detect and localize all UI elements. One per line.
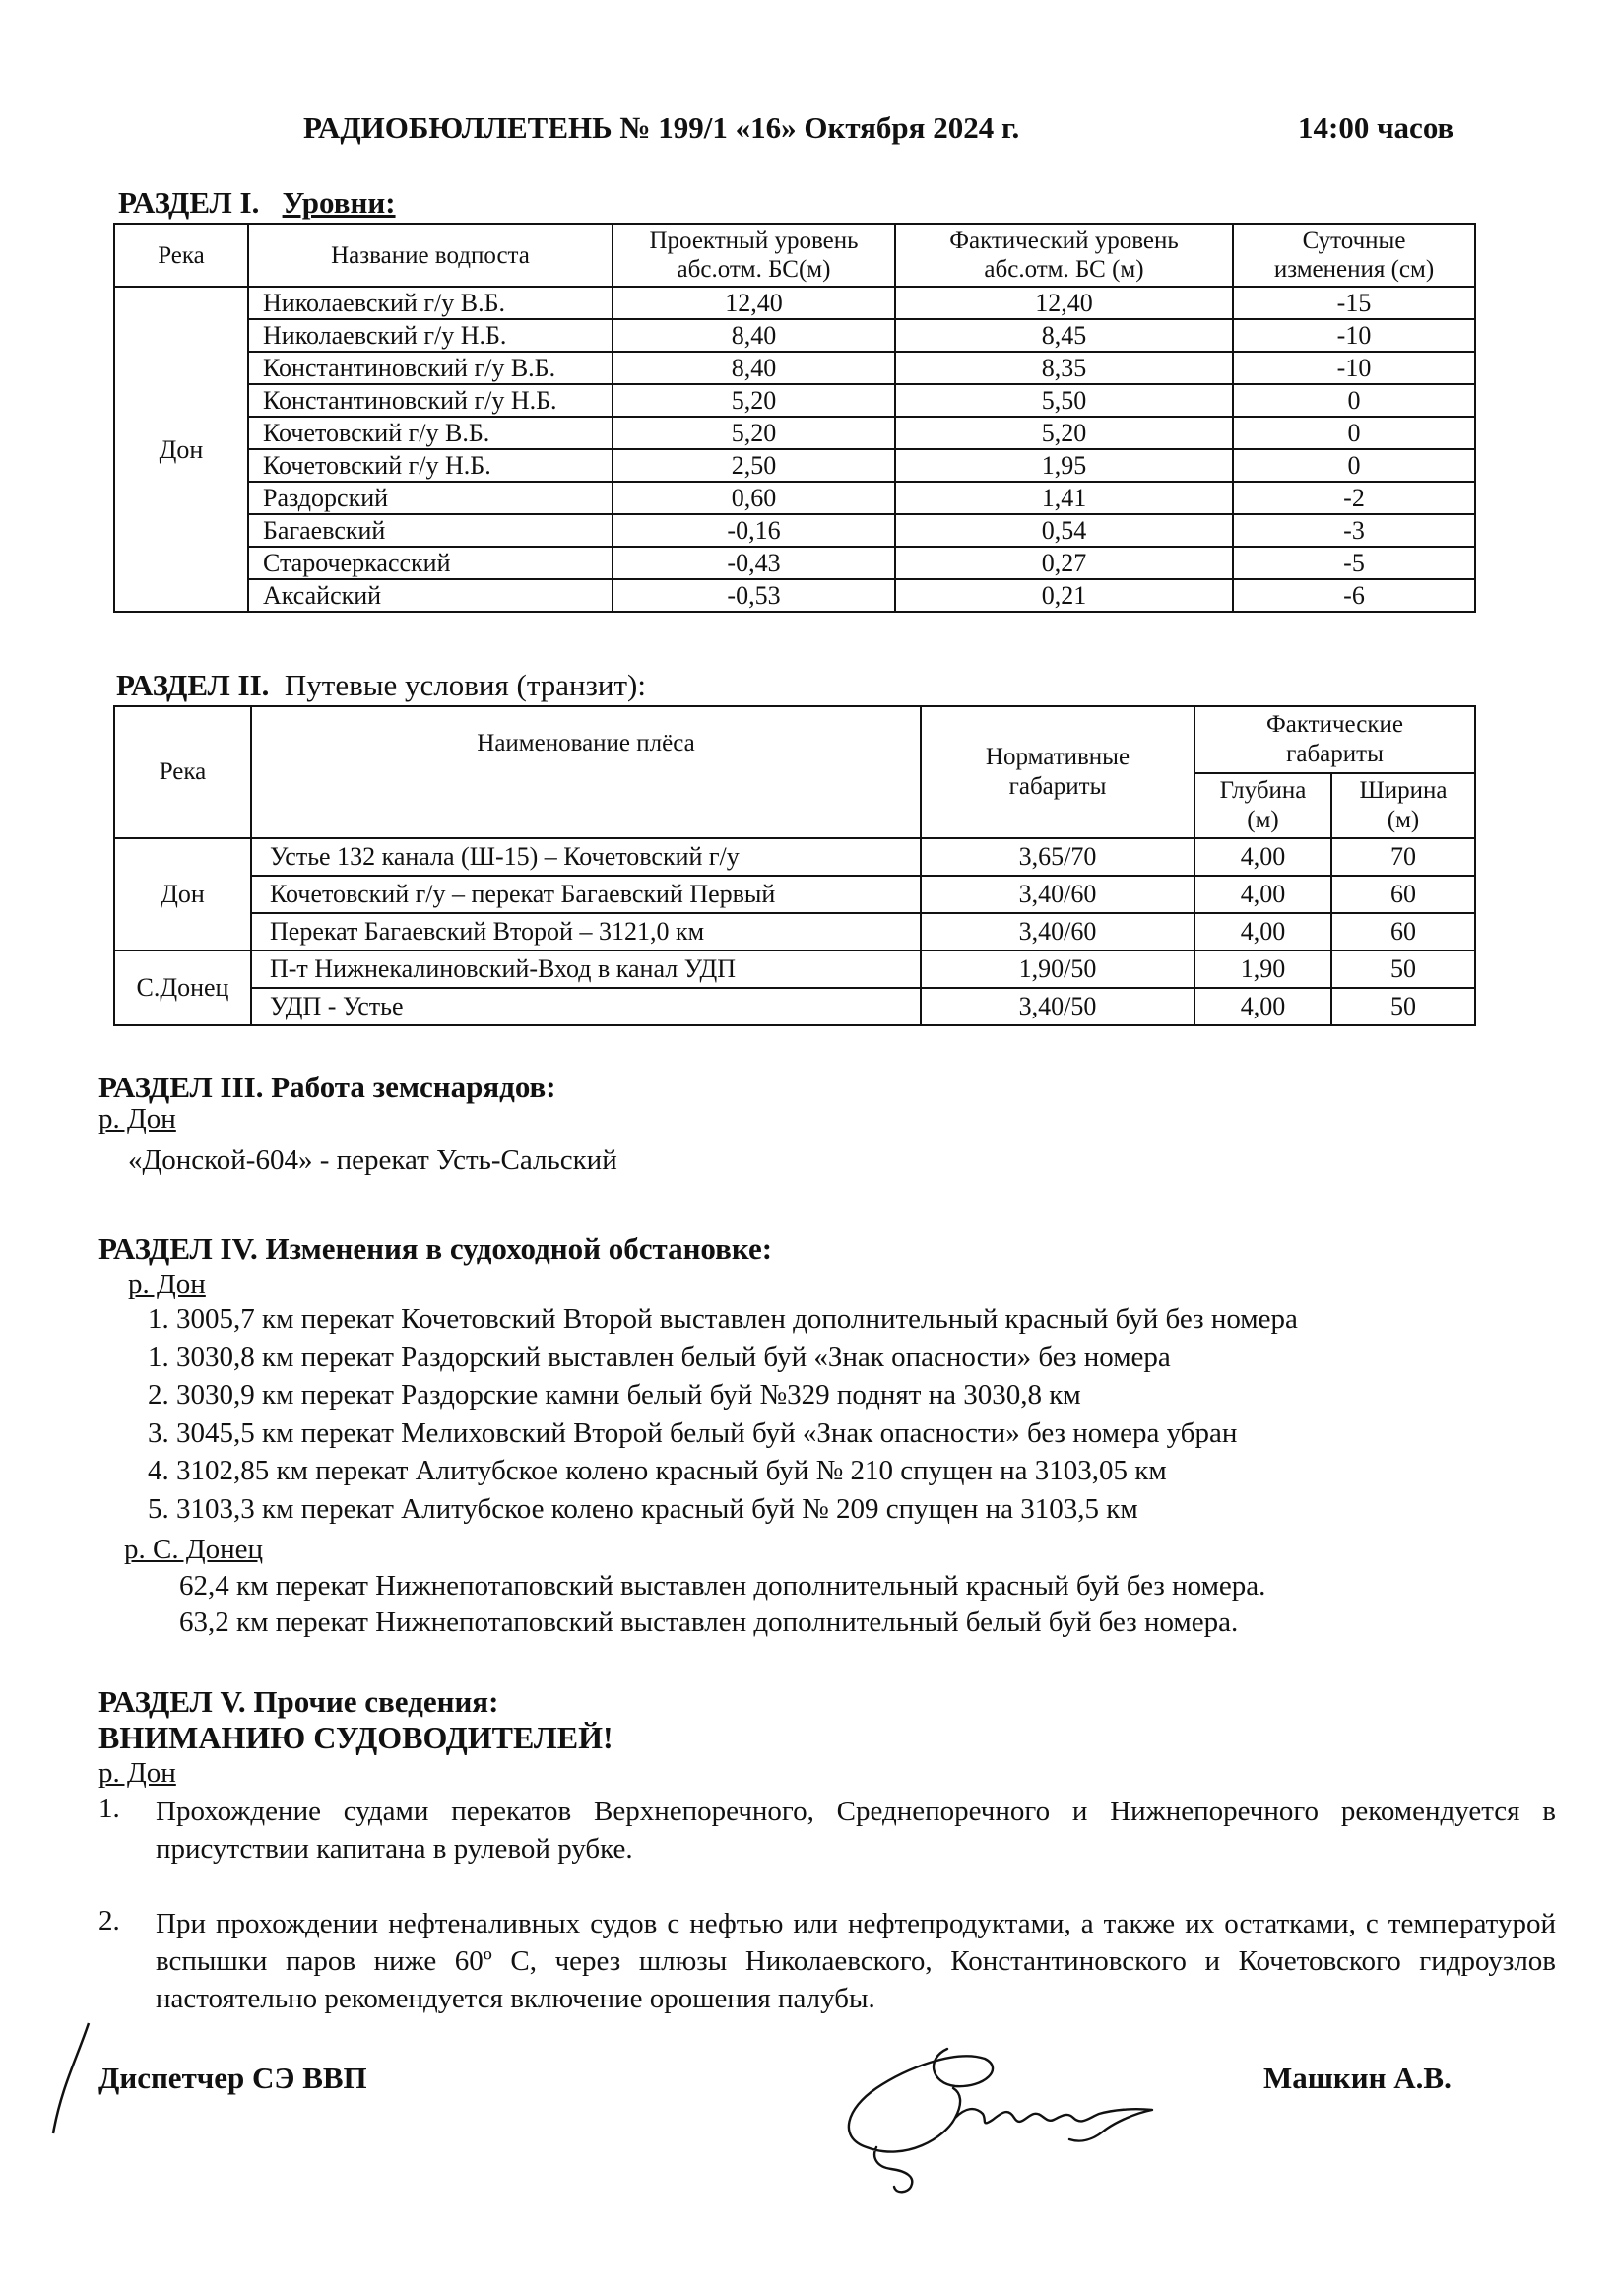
- bulletin-title: РАДИОБЮЛЛЕТЕНЬ № 199/1 «16» Октября 2024 г.: [303, 110, 1020, 145]
- river-cell: Дон: [114, 838, 251, 951]
- actual-level-cell: 5,50: [895, 384, 1233, 417]
- daily-change-cell: 0: [1233, 384, 1475, 417]
- notice-number: 2.: [98, 1905, 120, 1936]
- daily-change-cell: -3: [1233, 514, 1475, 547]
- obstanovka-item: 1. 3030,8 км перекат Раздорский выставлен белый буй «Знак опасности» без номера: [148, 1341, 1171, 1373]
- reach-name-cell: Перекат Багаевский Второй – 3121,0 км: [251, 913, 921, 951]
- col-reach: Наименование плёса: [251, 706, 921, 838]
- bulletin-time: 14:00 часов: [1298, 110, 1454, 145]
- post-name-cell: Константиновский г/у В.Б.: [248, 352, 613, 384]
- reach-row: [114, 913, 1475, 951]
- reach-row: [114, 951, 1475, 988]
- depth-cell: 1,90: [1194, 951, 1331, 988]
- obstanovka-item: 62,4 км перекат Нижнепотаповский выставлен дополнительный красный буй без номера.: [179, 1570, 1266, 1602]
- section1-subtitle: Уровни:: [282, 185, 396, 220]
- levels-row: [114, 287, 1475, 319]
- post-name-cell: Кочетовский г/у Н.Б.: [248, 449, 613, 482]
- actual-level-cell: 0,54: [895, 514, 1233, 547]
- depth-cell: 4,00: [1194, 988, 1331, 1025]
- post-name-cell: Николаевский г/у В.Б.: [248, 287, 613, 319]
- design-level-cell: 5,20: [613, 384, 895, 417]
- col-actual-dimensions: Фактические габариты: [1194, 706, 1475, 773]
- col-river: Река: [114, 224, 248, 287]
- daily-change-cell: -15: [1233, 287, 1475, 319]
- post-name-cell: Аксайский: [248, 579, 613, 612]
- levels-row: [114, 384, 1475, 417]
- design-level-cell: 2,50: [613, 449, 895, 482]
- design-level-cell: 8,40: [613, 319, 895, 352]
- reach-name-cell: УДП - Устье: [251, 988, 921, 1025]
- depth-cell: 4,00: [1194, 876, 1331, 913]
- section2-number: РАЗДЕЛ II.: [116, 668, 270, 702]
- levels-row: [114, 514, 1475, 547]
- levels-row: [114, 482, 1475, 514]
- col-post: Название водпоста: [248, 224, 613, 287]
- col-river: Река: [114, 706, 251, 838]
- design-level-cell: 5,20: [613, 417, 895, 449]
- daily-change-cell: -2: [1233, 482, 1475, 514]
- post-name-cell: Раздорский: [248, 482, 613, 514]
- notice-text: Прохождение судами перекатов Верхнепоречного, Среднепоречного и Нижнепоречного рекомендуется в присутствии капитана в рулевой рубке.: [156, 1796, 1556, 1865]
- post-name-cell: Кочетовский г/у В.Б.: [248, 417, 613, 449]
- daily-change-cell: 0: [1233, 449, 1475, 482]
- levels-row: [114, 319, 1475, 352]
- normative-cell: 3,40/60: [921, 913, 1194, 951]
- handwritten-signature: [837, 2029, 1192, 2197]
- obstanovka-item: 4. 3102,85 км перекат Алитубское колено красный буй № 210 спущен на 3103,05 км: [148, 1455, 1167, 1486]
- section4-heading: РАЗДЕЛ IV. Изменения в судоходной обстановке:: [98, 1231, 773, 1266]
- dispatcher-name: Машкин А.В.: [1263, 2061, 1452, 2095]
- section3-heading: РАЗДЕЛ III. Работа земснарядов:: [98, 1070, 556, 1104]
- actual-level-cell: 1,41: [895, 482, 1233, 514]
- width-cell: 50: [1331, 951, 1475, 988]
- section3-river: р. Дон: [98, 1103, 176, 1135]
- levels-table-header: [114, 224, 1475, 287]
- river-cell: С.Донец: [114, 951, 251, 1025]
- section2-heading: [116, 668, 646, 703]
- col-design-level: Проектный уровень абс.отм. БС(м): [613, 224, 895, 287]
- reach-row: [114, 988, 1475, 1025]
- daily-change-cell: -6: [1233, 579, 1475, 612]
- col-depth: Глубина (м): [1194, 773, 1331, 838]
- obstanovka-item: 3. 3045,5 км перекат Мелиховский Второй белый буй «Знак опасности» без номера убран: [148, 1416, 1238, 1449]
- actual-level-cell: 5,20: [895, 417, 1233, 449]
- width-cell: 60: [1331, 913, 1475, 951]
- normative-cell: 3,65/70: [921, 838, 1194, 876]
- dispatcher-title: Диспетчер СЭ ВВП: [98, 2061, 367, 2095]
- daily-change-cell: -10: [1233, 352, 1475, 384]
- obstanovka-item: 1. 3005,7 км перекат Кочетовский Второй выставлен дополнительный красный буй без номера: [148, 1303, 1298, 1335]
- design-level-cell: -0,16: [613, 514, 895, 547]
- post-name-cell: Константиновский г/у Н.Б.: [248, 384, 613, 417]
- daily-change-cell: 0: [1233, 417, 1475, 449]
- reach-row: [114, 876, 1475, 913]
- daily-change-cell: -5: [1233, 547, 1475, 579]
- levels-row: [114, 449, 1475, 482]
- design-level-cell: 8,40: [613, 352, 895, 384]
- section1-number: РАЗДЕЛ I.: [118, 185, 260, 220]
- obstanovka-item: 2. 3030,9 км перекат Раздорские камни белый буй №329 поднят на 3030,8 км: [148, 1379, 1081, 1410]
- col-normative: Нормативные габариты: [921, 706, 1194, 838]
- section5-river: р. Дон: [98, 1757, 176, 1789]
- daily-change-cell: -10: [1233, 319, 1475, 352]
- reach-name-cell: Кочетовский г/у – перекат Багаевский Первый: [251, 876, 921, 913]
- notice-number: 1.: [98, 1793, 120, 1824]
- margin-mark: [47, 2019, 97, 2137]
- levels-row: [114, 417, 1475, 449]
- section5-heading: РАЗДЕЛ V. Прочие сведения:: [98, 1684, 499, 1719]
- reach-name-cell: Устье 132 канала (Ш-15) – Кочетовский г/у: [251, 838, 921, 876]
- width-cell: 70: [1331, 838, 1475, 876]
- actual-level-cell: 0,21: [895, 579, 1233, 612]
- section4-river-don: р. Дон: [128, 1269, 206, 1300]
- actual-level-cell: 8,35: [895, 352, 1233, 384]
- normative-cell: 3,40/50: [921, 988, 1194, 1025]
- post-name-cell: Старочеркасский: [248, 547, 613, 579]
- levels-row: [114, 547, 1475, 579]
- normative-cell: 3,40/60: [921, 876, 1194, 913]
- section3-dredger-item: «Донской-604» - перекат Усть-Сальский: [128, 1145, 617, 1176]
- levels-table: [113, 223, 1476, 613]
- river-cell: Дон: [114, 287, 248, 612]
- obstanovka-item: 5. 3103,3 км перекат Алитубское колено красный буй № 209 спущен на 3103,5 км: [148, 1492, 1138, 1525]
- depth-cell: 4,00: [1194, 913, 1331, 951]
- design-level-cell: -0,53: [613, 579, 895, 612]
- post-name-cell: Николаевский г/у Н.Б.: [248, 319, 613, 352]
- design-level-cell: 0,60: [613, 482, 895, 514]
- col-width: Ширина (м): [1331, 773, 1475, 838]
- levels-row: [114, 579, 1475, 612]
- section1-heading: [118, 185, 396, 221]
- actual-level-cell: 1,95: [895, 449, 1233, 482]
- design-level-cell: 12,40: [613, 287, 895, 319]
- width-cell: 60: [1331, 876, 1475, 913]
- width-cell: 50: [1331, 988, 1475, 1025]
- normative-cell: 1,90/50: [921, 951, 1194, 988]
- levels-row: [114, 352, 1475, 384]
- route-table-header-row1: [114, 706, 1475, 773]
- reach-row: [114, 838, 1475, 876]
- post-name-cell: Багаевский: [248, 514, 613, 547]
- depth-cell: 4,00: [1194, 838, 1331, 876]
- section4-river-donets: р. С. Донец: [124, 1534, 264, 1565]
- route-conditions-table: [113, 705, 1476, 1026]
- actual-level-cell: 12,40: [895, 287, 1233, 319]
- reach-name-cell: П-т Нижнекалиновский-Вход в канал УДП: [251, 951, 921, 988]
- attention-heading: ВНИМАНИЮ СУДОВОДИТЕЛЕЙ!: [98, 1720, 613, 1755]
- obstanovka-item: 63,2 км перекат Нижнепотаповский выставлен дополнительный белый буй без номера.: [179, 1607, 1239, 1638]
- col-daily-change: Суточные изменения (см): [1233, 224, 1475, 287]
- actual-level-cell: 8,45: [895, 319, 1233, 352]
- notice-text: При прохождении нефтеналивных судов с нефтью или нефтепродуктами, а также их остатками, с температурой вспышки паров ниже 60º С, через шлюзы Николаевского, Константиновского и Кочетовского гидроузлов настоятельно рекомендуется включение орошения палубы.: [156, 1908, 1556, 2014]
- col-actual-level: Фактический уровень абс.отм. БС (м): [895, 224, 1233, 287]
- section2-subtitle: Путевые условия (транзит):: [284, 668, 646, 702]
- actual-level-cell: 0,27: [895, 547, 1233, 579]
- design-level-cell: -0,43: [613, 547, 895, 579]
